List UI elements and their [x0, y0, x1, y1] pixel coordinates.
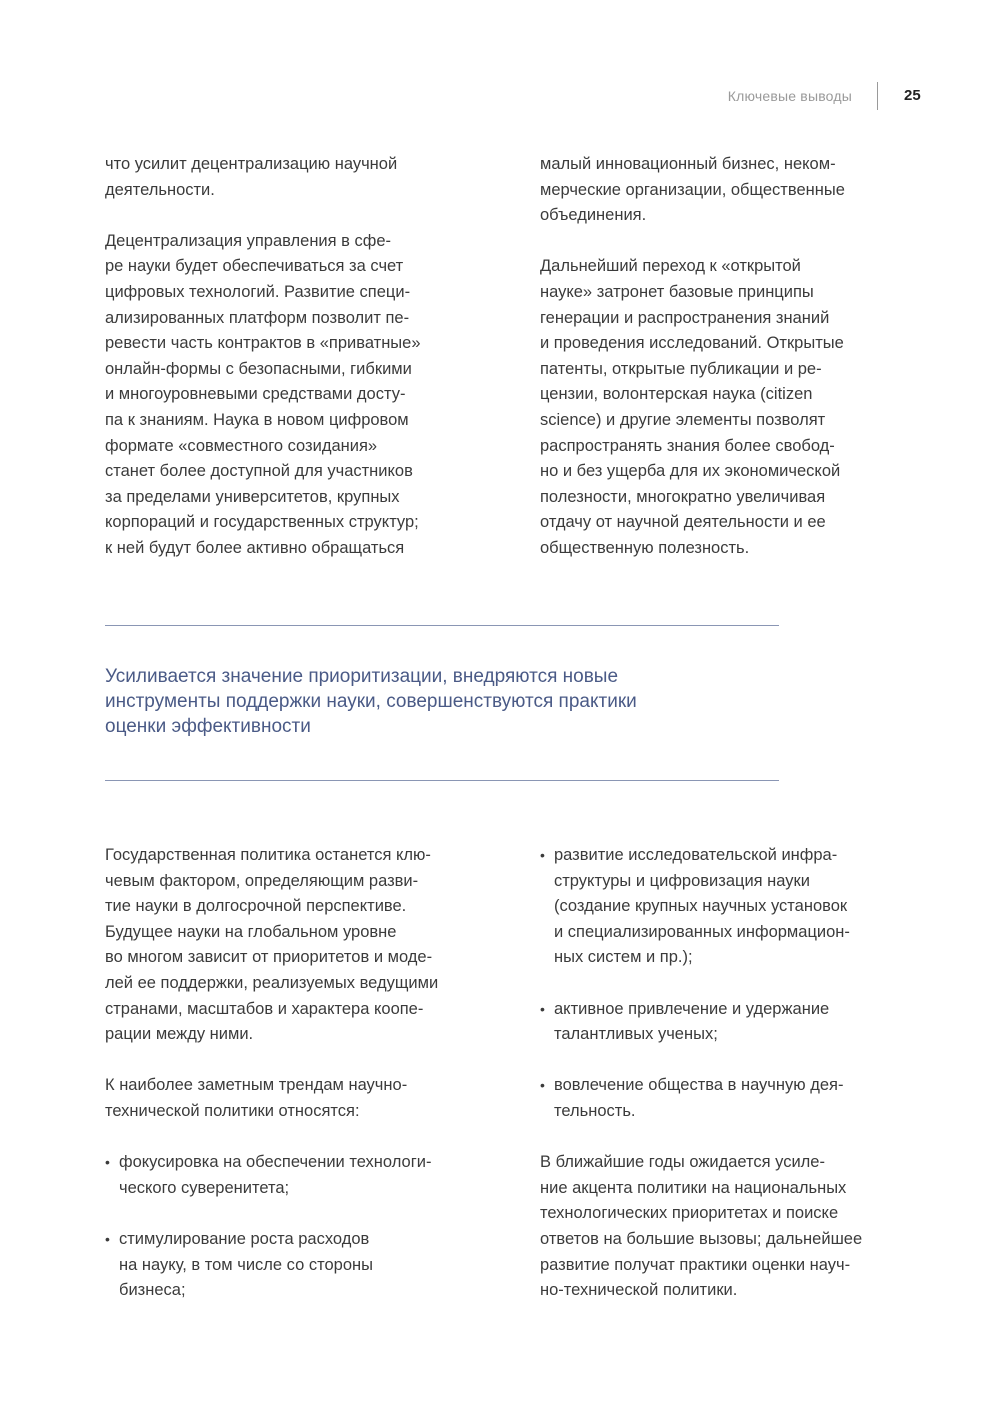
text-line: станет более доступной для участников — [105, 462, 413, 481]
bottom-left-column — [105, 843, 485, 1329]
text-line: цензии, волонтерская наука (citizen — [540, 385, 813, 404]
text-line: • фокусировка на обеспечении технологи- — [119, 1153, 432, 1172]
text-line: мерческие организации, общественные — [540, 180, 845, 199]
paragraph — [540, 152, 920, 229]
text-line: (создание крупных научных установок — [554, 897, 848, 916]
text-line: деятельности. — [105, 180, 215, 199]
text-line: малый инновационный бизнес, неком- — [540, 155, 836, 173]
header-divider — [877, 82, 878, 110]
text-line: • развитие исследовательской инфра- — [554, 846, 838, 864]
text-line: на науку, в том числе со стороны — [119, 1255, 373, 1274]
text-line: что усилит децентрализацию научной — [105, 155, 398, 173]
text-line: • стимулирование роста расходов — [119, 1229, 370, 1248]
text-line: па к знаниям. Наука в новом цифровом — [105, 410, 409, 429]
text-line: во многом зависит от приоритетов и моде- — [105, 948, 433, 967]
text-line: и проведения исследований. Открытые — [540, 334, 844, 353]
bullet-item — [105, 1150, 485, 1201]
paragraph — [540, 254, 920, 561]
text-line: ализированных платформ позволит пе- — [105, 308, 410, 327]
text-line: отдачу от научной деятельности и ее — [540, 513, 826, 532]
text-line: В ближайшие годы ожидается усиле- — [540, 1153, 825, 1172]
bullet-item — [540, 1073, 920, 1124]
text-line: Дальнейший переход к «открытой — [540, 257, 801, 276]
text-line: ных систем и пр.); — [554, 948, 693, 967]
text-line: ответов на большие вызовы; дальнейшее — [540, 1229, 863, 1248]
text-line: общественную полезность. — [540, 538, 750, 557]
text-line: объединения. — [540, 206, 647, 225]
divider-rule — [105, 780, 779, 781]
text-line: но и без ущерба для их экономической — [540, 462, 841, 481]
text-line: • вовлечение общества в научную дея- — [554, 1076, 844, 1095]
top-right-column — [540, 152, 920, 562]
text-line: • активное привлечение и удержание — [554, 999, 830, 1018]
text-line: структуры и цифровизация науки — [554, 871, 810, 890]
text-line: лей ее поддержки, реализуемых ведущими — [105, 973, 439, 992]
paragraph — [105, 229, 485, 562]
text-line: корпораций и государственных структур; — [105, 513, 419, 532]
text-line: к ней будут более активно обращаться — [105, 538, 405, 557]
text-line: странами, масштабов и характера коопе- — [105, 999, 424, 1018]
text-line: генерации и распространения знаний — [540, 308, 830, 327]
paragraph — [540, 1150, 920, 1304]
text-line: и специализированных информацион- — [554, 922, 850, 941]
text-line: Будущее науки на глобальном уровне — [105, 922, 397, 941]
text-line: Государственная политика останется клю- — [105, 846, 431, 864]
text-line: К наиболее заметным трендам научно- — [105, 1076, 408, 1095]
paragraph — [105, 1073, 485, 1124]
paragraph — [105, 843, 485, 1048]
text-line: формате «совместного созидания» — [105, 436, 378, 455]
text-line: технологических приоритетах и поиске — [540, 1204, 839, 1223]
text-line: чевым фактором, определяющим разви- — [105, 871, 419, 890]
text-line: за пределами университетов, крупных — [105, 487, 400, 506]
text-line: развитие получат практики оценки науч- — [540, 1255, 851, 1274]
text-line: и многоуровневыми средствами досту- — [105, 385, 406, 404]
bullet-item — [540, 997, 920, 1048]
text-line: цифровых технологий. Развитие специ- — [105, 282, 411, 301]
text-line: ревести часть контрактов в «приватные» — [105, 334, 421, 353]
text-line: ние акцента политики на национальных — [540, 1178, 847, 1197]
bullet-item — [105, 1227, 485, 1304]
text-line: бизнеса; — [119, 1281, 186, 1300]
text-line: ре науки будет обеспечиваться за счет — [105, 257, 404, 276]
divider-rule — [105, 625, 779, 626]
section-name: Ключевые выводы — [727, 88, 852, 104]
text-line: патенты, открытые публикации и ре- — [540, 359, 822, 378]
bullet-item — [540, 843, 920, 971]
text-line: науке» затронет базовые принципы — [540, 282, 814, 301]
bottom-right-column — [540, 843, 920, 1304]
text-line: технической политики относятся: — [105, 1101, 360, 1120]
text-line: тие науки в долгосрочной перспективе. — [105, 897, 407, 916]
text-line: оценки эффективности — [105, 716, 311, 737]
page-number: 25 — [904, 87, 921, 104]
top-left-column — [105, 152, 485, 562]
text-line: science) и другие элементы позволят — [540, 410, 826, 429]
text-line: распространять знания более свобод- — [540, 436, 835, 455]
text-line: полезности, многократно увеличивая — [540, 487, 826, 506]
text-line: тельность. — [554, 1101, 636, 1120]
text-line: Децентрализация управления в сфе- — [105, 231, 392, 250]
text-line: талантливых ученых; — [554, 1025, 718, 1044]
text-line: Усиливается значение приоритизации, внедряются новые — [105, 666, 619, 687]
text-line: ческого суверенитета; — [119, 1178, 290, 1197]
highlight-heading — [105, 664, 785, 739]
page-header — [0, 82, 1000, 112]
text-line: рации между ними. — [105, 1025, 254, 1044]
text-line: онлайн-формы с безопасными, гибкими — [105, 359, 412, 378]
paragraph — [105, 152, 485, 203]
text-line: инструменты поддержки науки, совершенствуются практики — [105, 691, 637, 712]
text-line: но-технической политики. — [540, 1281, 738, 1300]
